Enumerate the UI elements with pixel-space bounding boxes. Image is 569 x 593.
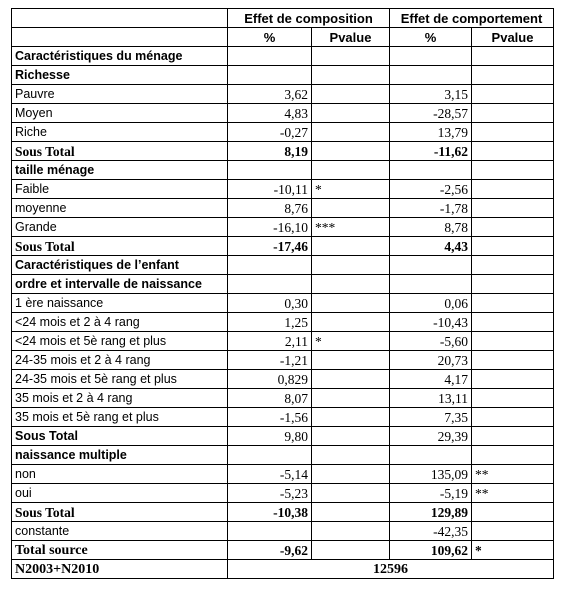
composition-pct: 2,11 (228, 332, 312, 351)
comportement-pvalue (472, 522, 554, 541)
composition-pct: -10,38 (228, 503, 312, 522)
row-label: Riche (12, 123, 228, 142)
row-label: 24-35 mois et 5è rang et plus (12, 370, 228, 389)
composition-pvalue (312, 275, 390, 294)
comportement-pct: -2,56 (390, 180, 472, 199)
composition-pvalue (312, 123, 390, 142)
header-row-groups (12, 9, 554, 28)
table-row (12, 351, 554, 370)
comportement-pct: 109,62 (390, 541, 472, 560)
header-pvalue-2: Pvalue (472, 28, 554, 47)
composition-pvalue (312, 446, 390, 465)
comportement-pct: 29,39 (390, 427, 472, 446)
composition-pvalue (312, 237, 390, 256)
header-composition: Effet de composition (228, 9, 390, 28)
comportement-pvalue (472, 218, 554, 237)
row-label: 35 mois et 5è rang et plus (12, 408, 228, 427)
composition-pvalue (312, 427, 390, 446)
table-row (12, 47, 554, 66)
decomposition-table (11, 8, 554, 579)
comportement-pct: 0,06 (390, 294, 472, 313)
header-blank (12, 9, 228, 28)
comportement-pct (390, 47, 472, 66)
comportement-pvalue (472, 180, 554, 199)
row-label: <24 mois et 2 à 4 rang (12, 313, 228, 332)
header-pct-1: % (228, 28, 312, 47)
row-label: constante (12, 522, 228, 541)
table-row (12, 484, 554, 503)
comportement-pct: 20,73 (390, 351, 472, 370)
row-label: non (12, 465, 228, 484)
composition-pvalue (312, 142, 390, 161)
composition-pct: -5,14 (228, 465, 312, 484)
row-label: oui (12, 484, 228, 503)
comportement-pvalue (472, 294, 554, 313)
comportement-pvalue (472, 332, 554, 351)
table-row (12, 199, 554, 218)
comportement-pvalue (472, 104, 554, 123)
table-row (12, 180, 554, 199)
comportement-pvalue: * (472, 541, 554, 560)
composition-pvalue (312, 256, 390, 275)
composition-pvalue: *** (312, 218, 390, 237)
composition-pct (228, 161, 312, 180)
composition-pvalue (312, 351, 390, 370)
composition-pvalue (312, 389, 390, 408)
composition-pct: 3,62 (228, 85, 312, 104)
composition-pvalue (312, 408, 390, 427)
comportement-pct (390, 161, 472, 180)
composition-pct (228, 256, 312, 275)
composition-pct (228, 275, 312, 294)
table-row (12, 275, 554, 294)
composition-pvalue (312, 85, 390, 104)
header-pvalue-1: Pvalue (312, 28, 390, 47)
composition-pvalue (312, 199, 390, 218)
comportement-pvalue (472, 370, 554, 389)
comportement-pct: -42,35 (390, 522, 472, 541)
composition-pvalue (312, 370, 390, 389)
composition-pct: -10,11 (228, 180, 312, 199)
comportement-pct: 129,89 (390, 503, 472, 522)
header-pct-2: % (390, 28, 472, 47)
table-row (12, 142, 554, 161)
composition-pct: 0,829 (228, 370, 312, 389)
comportement-pct: -28,57 (390, 104, 472, 123)
composition-pvalue (312, 484, 390, 503)
table-row (12, 465, 554, 484)
comportement-pct: -5,19 (390, 484, 472, 503)
composition-pvalue: * (312, 332, 390, 351)
row-label: Sous Total (12, 142, 228, 161)
comportement-pvalue (472, 47, 554, 66)
comportement-pct: 4,43 (390, 237, 472, 256)
composition-pct: 8,07 (228, 389, 312, 408)
row-label: Pauvre (12, 85, 228, 104)
header-blank (12, 28, 228, 47)
row-label: 1 ère naissance (12, 294, 228, 313)
comportement-pvalue (472, 161, 554, 180)
comportement-pvalue (472, 446, 554, 465)
table-row (12, 332, 554, 351)
table-row (12, 256, 554, 275)
row-label: Faible (12, 180, 228, 199)
comportement-pvalue (472, 85, 554, 104)
table-row (12, 370, 554, 389)
composition-pct (228, 446, 312, 465)
composition-pct: 1,25 (228, 313, 312, 332)
header-row-columns (12, 28, 554, 47)
table-row (12, 66, 554, 85)
composition-pct: 8,76 (228, 199, 312, 218)
composition-pct: 9,80 (228, 427, 312, 446)
row-label: naissance multiple (12, 446, 228, 465)
comportement-pvalue: ** (472, 465, 554, 484)
comportement-pct: -11,62 (390, 142, 472, 161)
composition-pvalue (312, 161, 390, 180)
table-row (12, 503, 554, 522)
composition-pvalue (312, 66, 390, 85)
comportement-pct (390, 446, 472, 465)
comportement-pct: 7,35 (390, 408, 472, 427)
header-comportement: Effet de comportement (390, 9, 554, 28)
comportement-pct: 8,78 (390, 218, 472, 237)
composition-pvalue (312, 294, 390, 313)
comportement-pct: 13,79 (390, 123, 472, 142)
comportement-pvalue (472, 313, 554, 332)
composition-pvalue (312, 104, 390, 123)
composition-pct: -16,10 (228, 218, 312, 237)
table-row (12, 313, 554, 332)
row-label: Caractéristiques du ménage (12, 47, 228, 66)
row-label: moyenne (12, 199, 228, 218)
comportement-pvalue (472, 66, 554, 85)
composition-pct: -17,46 (228, 237, 312, 256)
table-row (12, 427, 554, 446)
comportement-pct (390, 66, 472, 85)
composition-pct: -1,56 (228, 408, 312, 427)
comportement-pvalue (472, 275, 554, 294)
comportement-pct: -5,60 (390, 332, 472, 351)
comportement-pct: 3,15 (390, 85, 472, 104)
composition-pct: 0,30 (228, 294, 312, 313)
composition-pvalue (312, 465, 390, 484)
table-row (12, 522, 554, 541)
composition-pct: -1,21 (228, 351, 312, 370)
comportement-pvalue (472, 142, 554, 161)
row-label: 24-35 mois et 2 à 4 rang (12, 351, 228, 370)
table-row (12, 85, 554, 104)
footer-row (12, 560, 554, 579)
table-row (12, 389, 554, 408)
comportement-pct: 4,17 (390, 370, 472, 389)
composition-pvalue (312, 522, 390, 541)
table-row (12, 408, 554, 427)
composition-pvalue (312, 47, 390, 66)
composition-pct: 4,83 (228, 104, 312, 123)
composition-pct: -5,23 (228, 484, 312, 503)
comportement-pct: -1,78 (390, 199, 472, 218)
comportement-pct: 135,09 (390, 465, 472, 484)
composition-pct: -9,62 (228, 541, 312, 560)
comportement-pvalue (472, 427, 554, 446)
composition-pct (228, 47, 312, 66)
table-row (12, 237, 554, 256)
row-label: Sous Total (12, 237, 228, 256)
comportement-pvalue (472, 351, 554, 370)
composition-pct (228, 522, 312, 541)
comportement-pvalue (472, 408, 554, 427)
table-row (12, 541, 554, 560)
composition-pvalue: * (312, 180, 390, 199)
composition-pvalue (312, 503, 390, 522)
table-row (12, 294, 554, 313)
table-row (12, 446, 554, 465)
comportement-pvalue (472, 389, 554, 408)
comportement-pct: 13,11 (390, 389, 472, 408)
comportement-pct (390, 275, 472, 294)
comportement-pvalue (472, 199, 554, 218)
comportement-pvalue (472, 123, 554, 142)
table-row (12, 161, 554, 180)
composition-pvalue (312, 313, 390, 332)
sample-size: 12596 (228, 560, 554, 579)
row-label: Sous Total (12, 427, 228, 446)
row-label: Moyen (12, 104, 228, 123)
table-row (12, 218, 554, 237)
comportement-pvalue (472, 503, 554, 522)
table-row (12, 123, 554, 142)
row-label: ordre et intervalle de naissance (12, 275, 228, 294)
composition-pct: -0,27 (228, 123, 312, 142)
composition-pct: 8,19 (228, 142, 312, 161)
row-label: Sous Total (12, 503, 228, 522)
sample-label: N2003+N2010 (12, 560, 228, 579)
row-label: <24 mois et 5è rang et plus (12, 332, 228, 351)
row-label: Caractéristiques de l’enfant (12, 256, 228, 275)
comportement-pvalue: ** (472, 484, 554, 503)
comportement-pct: -10,43 (390, 313, 472, 332)
row-label: taille ménage (12, 161, 228, 180)
comportement-pvalue (472, 256, 554, 275)
row-label: Grande (12, 218, 228, 237)
comportement-pct (390, 256, 472, 275)
comportement-pvalue (472, 237, 554, 256)
composition-pvalue (312, 541, 390, 560)
row-label: Richesse (12, 66, 228, 85)
row-label: Total source (12, 541, 228, 560)
table-row (12, 104, 554, 123)
composition-pct (228, 66, 312, 85)
results-table-container (11, 8, 554, 579)
row-label: 35 mois et 2 à 4 rang (12, 389, 228, 408)
